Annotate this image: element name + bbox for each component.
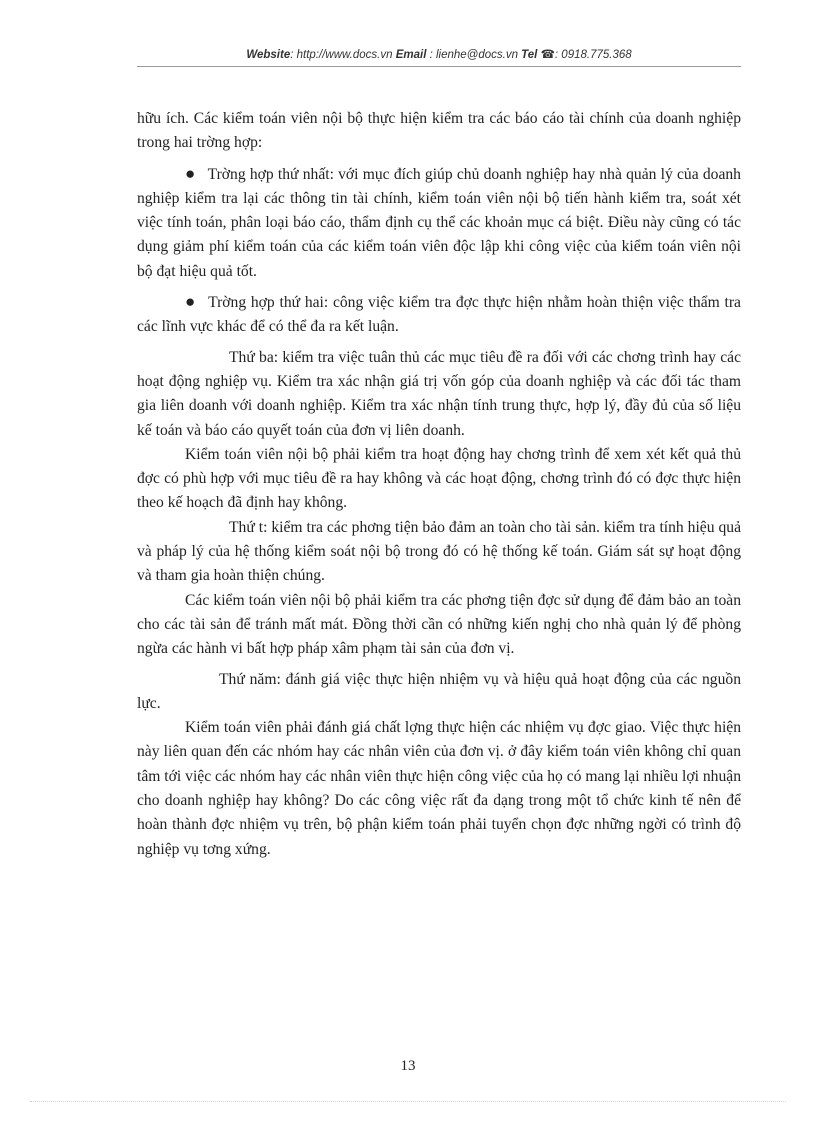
bullet-item-second bbox=[137, 290, 741, 340]
bullet-dot-icon: ● bbox=[185, 163, 196, 183]
bullet-text-first: Trờng hợp thứ nhất: với mục đích giúp chủ doanh nghiệp hay nhà quản lý của doanh nghiệp kiểm tra lại các thông tin tài chính, kiểm toán viên nội bộ tiến hành kiểm tra, soát xét việc tính toán, phân loại báo cáo, thẩm định cụ thể các khoản mục cá biệt. Điều này cũng có tác dụng giảm phí kiểm toán của các kiểm toán viên độc lập khi công việc của kiểm toán viên nội bộ đạt hiệu quả tốt. bbox=[137, 165, 741, 280]
phone-icon: ☎ bbox=[540, 49, 555, 61]
bullet-dot-icon: ● bbox=[185, 292, 197, 312]
website-label: Website bbox=[246, 49, 291, 61]
bullet-text-second: Trờng hợp thứ hai: công việc kiểm tra đợc thực hiện nhằm hoàn thiện việc thẩm tra các lĩnh vực khác để có thể đa ra kết luận. bbox=[137, 294, 741, 336]
document-body bbox=[137, 107, 741, 862]
paragraph-fifth-detail: Kiểm toán viên phải đánh giá chất lợng thực hiện các nhiệm vụ đợc giao. Việc thực hiện này liên quan đến các nhóm hay các nhân viên của đơn vị. ở đây kiểm toán viên không chỉ quan tâm tới việc các nhóm hay các nhân viên thực hiện công việc của họ có mang lại nhiều lợi nhuận cho doanh nghiệp hay không? Do các công việc rất đa dạng trong một tổ chức kinh tế nên để hoàn thành đợc nhiệm vụ trên, bộ phận kiểm toán phải tuyển chọn đợc những ngời có trình độ nghiệp vụ tơng xứng. bbox=[137, 719, 741, 858]
bullet-item-first bbox=[137, 162, 741, 284]
paragraph-intro: hữu ích. Các kiểm toán viên nội bộ thực hiện kiểm tra các báo cáo tài chính của doanh nghiệp trong hai trờng hợp: bbox=[137, 110, 741, 152]
page-bottom-divider bbox=[30, 1101, 786, 1102]
paragraph-fifth: Thứ năm: đánh giá việc thực hiện nhiệm vụ và hiệu quả hoạt động của các nguồn lực. bbox=[137, 670, 741, 712]
paragraph-third-detail: Kiểm toán viên nội bộ phải kiểm tra hoạt động hay chơng trình để xem xét kết quả thủ đợc có phù hợp với mục tiêu đề ra hay không và các hoạt động, chơng trình đó có đợc thực hiện theo kế hoạch đã định hay không. bbox=[137, 445, 741, 512]
website-value: : http://www.docs.vn bbox=[290, 49, 396, 61]
email-value: : lienhe@docs.vn bbox=[426, 49, 522, 61]
page-header bbox=[137, 47, 741, 61]
email-label: Email bbox=[395, 49, 427, 61]
paragraph-third: Thứ ba: kiểm tra việc tuân thủ các mục tiêu đề ra đối với các chơng trình hay các hoạt động nghiệp vụ. Kiểm tra xác nhận giá trị vốn góp của doanh nghiệp và các đối tác tham gia liên doanh với doanh nghiệp. Kiểm tra xác nhận tính trung thực, hợp lý, đầy đủ của số liệu kế toán và báo cáo quyết toán của đơn vị liên doanh. bbox=[137, 348, 741, 439]
paragraph-fourth: Thứ t: kiểm tra các phơng tiện bảo đảm an toàn cho tài sản. kiểm tra tính hiệu quả và pháp lý của hệ thống kiểm soát nội bộ trong đó có hệ thống kế toán. Giám sát sự hoạt động và tham gia hoàn thiện chúng. bbox=[137, 518, 741, 585]
paragraph-fourth-detail: Các kiểm toán viên nội bộ phải kiểm tra các phơng tiện đợc sử dụng để đảm bảo an toàn cho các tài sản để tránh mất mát. Đồng thời cần có những kiến nghị cho nhà quản lý để phòng ngừa các hành vi bất hợp pháp xâm phạm tài sản của đơn vị. bbox=[137, 591, 741, 658]
header-divider bbox=[137, 66, 741, 67]
page-number: 13 bbox=[400, 1058, 416, 1074]
tel-label: Tel bbox=[521, 49, 538, 61]
tel-value: : 0918.775.368 bbox=[554, 49, 632, 61]
